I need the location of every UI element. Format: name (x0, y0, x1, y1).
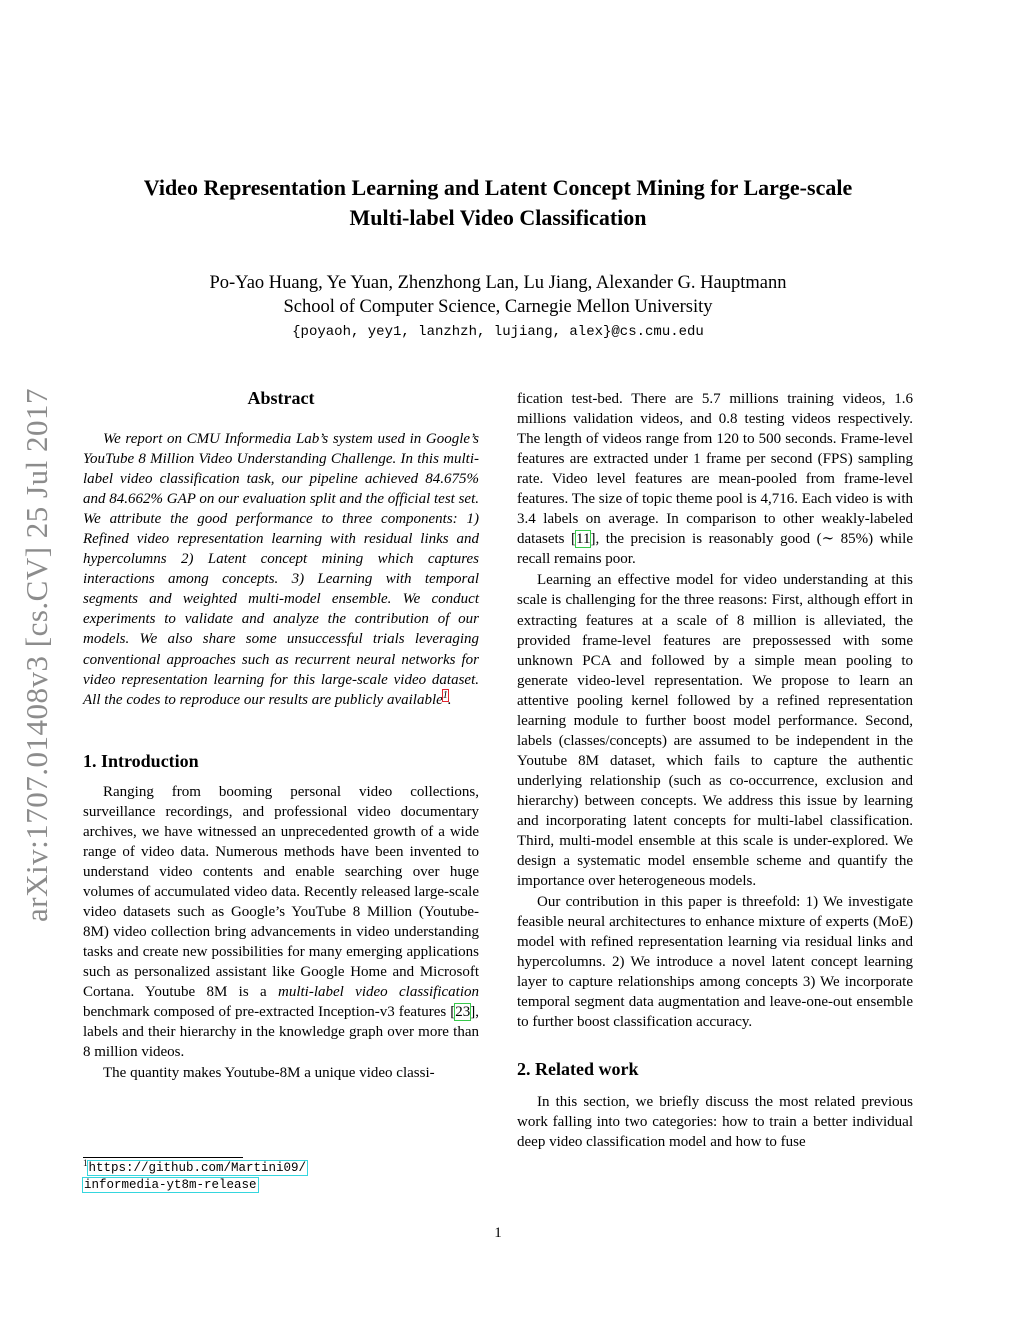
introduction-paragraph-4: Our contribution in this paper is threefold: 1) We investigate feasible neural architectures to enhance mixture of experts (MoE) model with refined representation learning via residual links and hypercolumns. 2) We introduce a novel latent concept learning layer to capture relationships among concepts 3) We incorporate temporal segment data augmentation and leave-one-out ensemble to further boost classification accuracy. (517, 894, 913, 1031)
intro-p2-text-a: fication test-bed. There are 5.7 millions training videos, 1.6 millions validation videos, and 0.8 testing videos respectively. The length of videos range from 120 to 500 seconds. Frame-level features are extracted under 1 frame per second (FPS) sampling rate. Video level features are mean-pooled from frame-level features. The size of topic theme pool is 4,716. Each video is with 3.4 labels on average. In comparison to other weakly-labeled datasets [ (517, 391, 913, 548)
related-work-heading: 2. Related work (517, 1058, 639, 1079)
abstract-body (83, 429, 479, 710)
arxiv-identifier-stamp (17, 367, 57, 942)
footnote-url-link-line-2[interactable]: informedia-yt8m-release (84, 1178, 257, 1192)
page-number: 1 (494, 1225, 502, 1241)
abstract-text: We report on CMU Informedia Lab’s system used in Google’s YouTube 8 Million Video Understanding Challenge. In this multi-label video classification task, our pipeline achieved 84.675% and 84.662% GAP on our evaluation split and the official test set. We attribute the good performance to three components: 1) Refined video representation learning with residual links and hypercolumns 2) Latent concept mining which captures interactions among concepts. 3) Learning with temporal segments and weighted multi-model ensemble. We conduct experiments to validate and analyze the contribution of our models. We also share some unsuccessful trials leveraging conventional approaches such as recurrent neural networks for video representation learning for this large-scale video dataset. All the codes to reproduce our results are publicly available (83, 431, 479, 708)
footnote-url-link-line-1[interactable]: https://github.com/Martini09/ (88, 1161, 307, 1175)
left-column (83, 386, 479, 1084)
title-line-1: Video Representation Learning and Latent Concept Mining for Large-scale (143, 175, 853, 200)
abstract-end: . (447, 691, 452, 708)
related-work-paragraph-1: In this section, we briefly discuss the most related previous work falling into two categories: how to train a better individual deep video classification model and how to fuse (517, 1093, 913, 1150)
title-line-2: Multi-label Video Classification (349, 205, 647, 230)
intro-p1-text-c: ], labels and their hierarchy in the knowledge graph over more than 8 million videos. (83, 1004, 479, 1061)
footnote (83, 1157, 479, 1194)
author-affiliation: School of Computer Science, Carnegie Mellon University (283, 297, 713, 317)
author-emails: {poyaoh, yey1, lanzhzh, lujiang, alex}@cs.cmu.edu (292, 324, 704, 340)
introduction-heading: 1. Introduction (83, 750, 199, 771)
paper-title (90, 173, 906, 233)
author-names: Po-Yao Huang, Ye Yuan, Zhenzhong Lan, Lu Jiang, Alexander G. Hauptmann (209, 273, 787, 293)
introduction-paragraph-3: Learning an effective model for video understanding at this scale is challenging for the three reasons: First, although effort in extracting features at a scale of 8 million is alleviated, the provided frame-level features are prepossessed with some unknown PCA and followed by a simple mean pooling to generate video-level representation. We propose to learn an attentive pooling kernel followed by a refined representation learning module to further boost model performance. Second, labels (classes/concepts) are assumed to be independent in the Youtube 8M dataset, which fails to capture the authentic underlying relationship (such as co-occurrence, exclusion and hierarchy) between concepts. We address this issue by learning and incorporating latent concepts for multi-label classification. Third, multi-model ensemble at this scale is under-explored. We design a systematic model ensemble scheme and quantify the importance over heterogeneous models. (517, 572, 913, 890)
intro-p1-text-a: Ranging from booming personal video collections, surveillance recordings, and professional video documentary archives, we have witnessed an unprecedented growth of a wide range of video data. Numerous methods have been invented to understand video contents and enable searching over huge volumes of accumulated video data. Recently released large-scale video datasets such as Google’s YouTube 8 Million (Youtube-8M) video collection bring advancements in video understanding tasks and create new possibilities for many emerging applications such as personalized assistant like Google Home and Microsoft Cortana. Youtube 8M is a (83, 783, 479, 1001)
footnote-divider (83, 1157, 243, 1158)
author-block (90, 271, 906, 319)
footnote-reference-link[interactable]: 1 (442, 689, 448, 701)
citation-link-11[interactable]: 11 (576, 531, 591, 548)
citation-link-23[interactable]: 23 (455, 1004, 471, 1021)
introduction-paragraph-2-continued (517, 389, 913, 569)
arxiv-identifier-text: arXiv:1707.01408v3 [cs.CV] 25 Jul 2017 (19, 387, 54, 922)
footnote-mark: 1 (83, 1157, 88, 1168)
abstract-heading: Abstract (247, 388, 315, 408)
intro-p1-emphasis: multi-label video classification (278, 984, 479, 1001)
introduction-paragraph-1 (83, 782, 479, 1063)
intro-p1-text-b: benchmark composed of pre-extracted Inception-v3 features [ (83, 1004, 456, 1021)
introduction-paragraph-2-start: The quantity makes Youtube-8M a unique video classi- (103, 1065, 435, 1082)
intro-p2-text-b: ], the precision is reasonably good (∼ 85%) while recall remains poor. (517, 531, 913, 568)
right-column (517, 389, 913, 1153)
